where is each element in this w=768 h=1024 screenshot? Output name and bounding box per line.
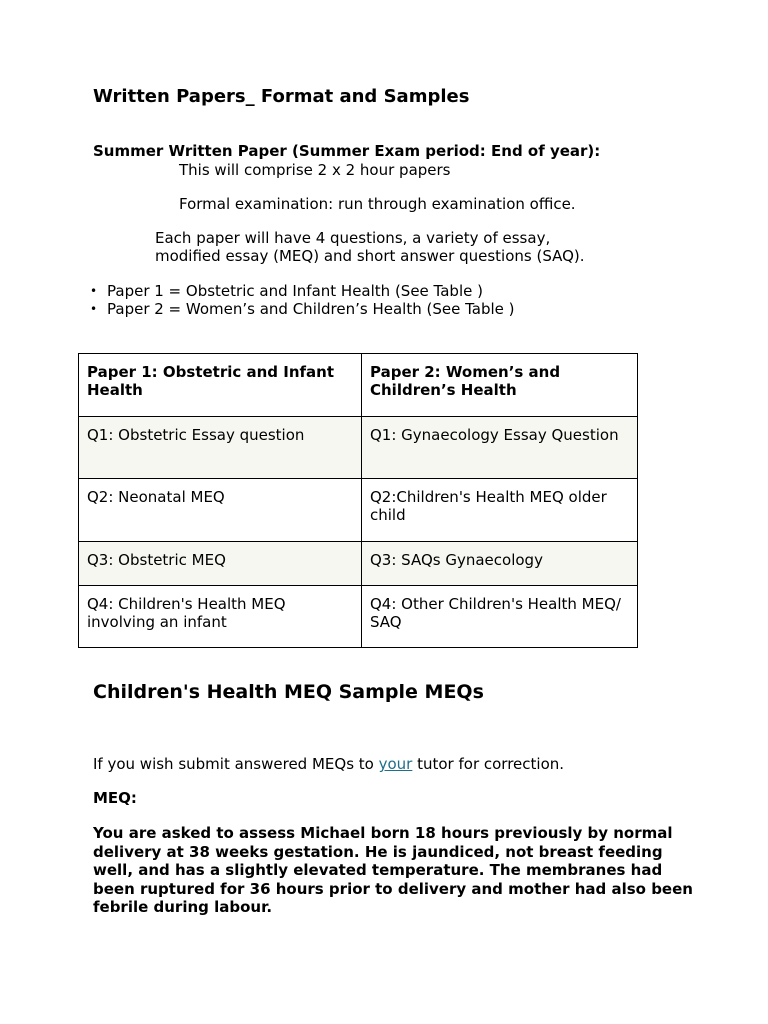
table-cell: Q2: Neonatal MEQ — [79, 479, 362, 542]
table-row — [79, 542, 638, 586]
bullet-icon: • — [90, 302, 98, 316]
bullet-text: Paper 2 = Women’s and Children’s Health (See Table ) — [107, 300, 515, 318]
table-row — [79, 479, 638, 542]
table-header-cell: Paper 1: Obstetric and Infant Health — [79, 354, 362, 417]
table-row — [79, 417, 638, 479]
intro-text: If you wish submit answered MEQs to — [93, 755, 379, 773]
bullet-text: Paper 1 = Obstetric and Infant Health (See Table ) — [107, 282, 483, 300]
table-cell: Q4: Other Children's Health MEQ/ SAQ — [362, 586, 638, 648]
table-header-row — [79, 354, 638, 417]
table-cell: Q3: SAQs Gynaecology — [362, 542, 638, 586]
bullet-icon: • — [90, 284, 98, 298]
intro-text-end: tutor for correction. — [412, 755, 565, 773]
summer-line-2: Formal examination: run through examination office. — [179, 195, 576, 213]
table-cell: Q1: Obstetric Essay question — [79, 417, 362, 479]
summer-line-1: This will comprise 2 x 2 hour papers — [179, 161, 451, 179]
papers-table — [78, 353, 638, 648]
list-item — [88, 282, 515, 300]
summer-paper-heading: Summer Written Paper (Summer Exam period: End of year): — [93, 142, 601, 160]
document-title: Written Papers_ Format and Samples — [93, 86, 470, 107]
meq-label: MEQ: — [93, 789, 137, 807]
summer-line-3b: modified essay (MEQ) and short answer questions (SAQ). — [155, 247, 585, 265]
table-cell: Q2:Children's Health MEQ older child — [362, 479, 638, 542]
table-cell: Q1: Gynaecology Essay Question — [362, 417, 638, 479]
meq-case-description: You are asked to assess Michael born 18 hours previously by normal delivery at 38 weeks gestation. He is jaundiced, not breast feeding well, and has a slightly elevated temperature. The membranes had been ruptured for 36 hours prior to delivery and mother had also been febrile during labour. — [93, 824, 693, 916]
sample-meqs-heading: Children's Health MEQ Sample MEQs — [93, 681, 484, 703]
submission-instructions — [93, 755, 564, 773]
summer-line-3a: Each paper will have 4 questions, a variety of essay, — [155, 229, 551, 247]
your-link[interactable]: your — [378, 755, 413, 773]
table-cell: Q3: Obstetric MEQ — [79, 542, 362, 586]
table-cell: Q4: Children's Health MEQ involving an infant — [79, 586, 362, 648]
list-item — [88, 300, 515, 318]
paper-bullet-list — [88, 282, 515, 318]
table-header-cell: Paper 2: Women’s and Children’s Health — [362, 354, 638, 417]
table-row — [79, 586, 638, 648]
